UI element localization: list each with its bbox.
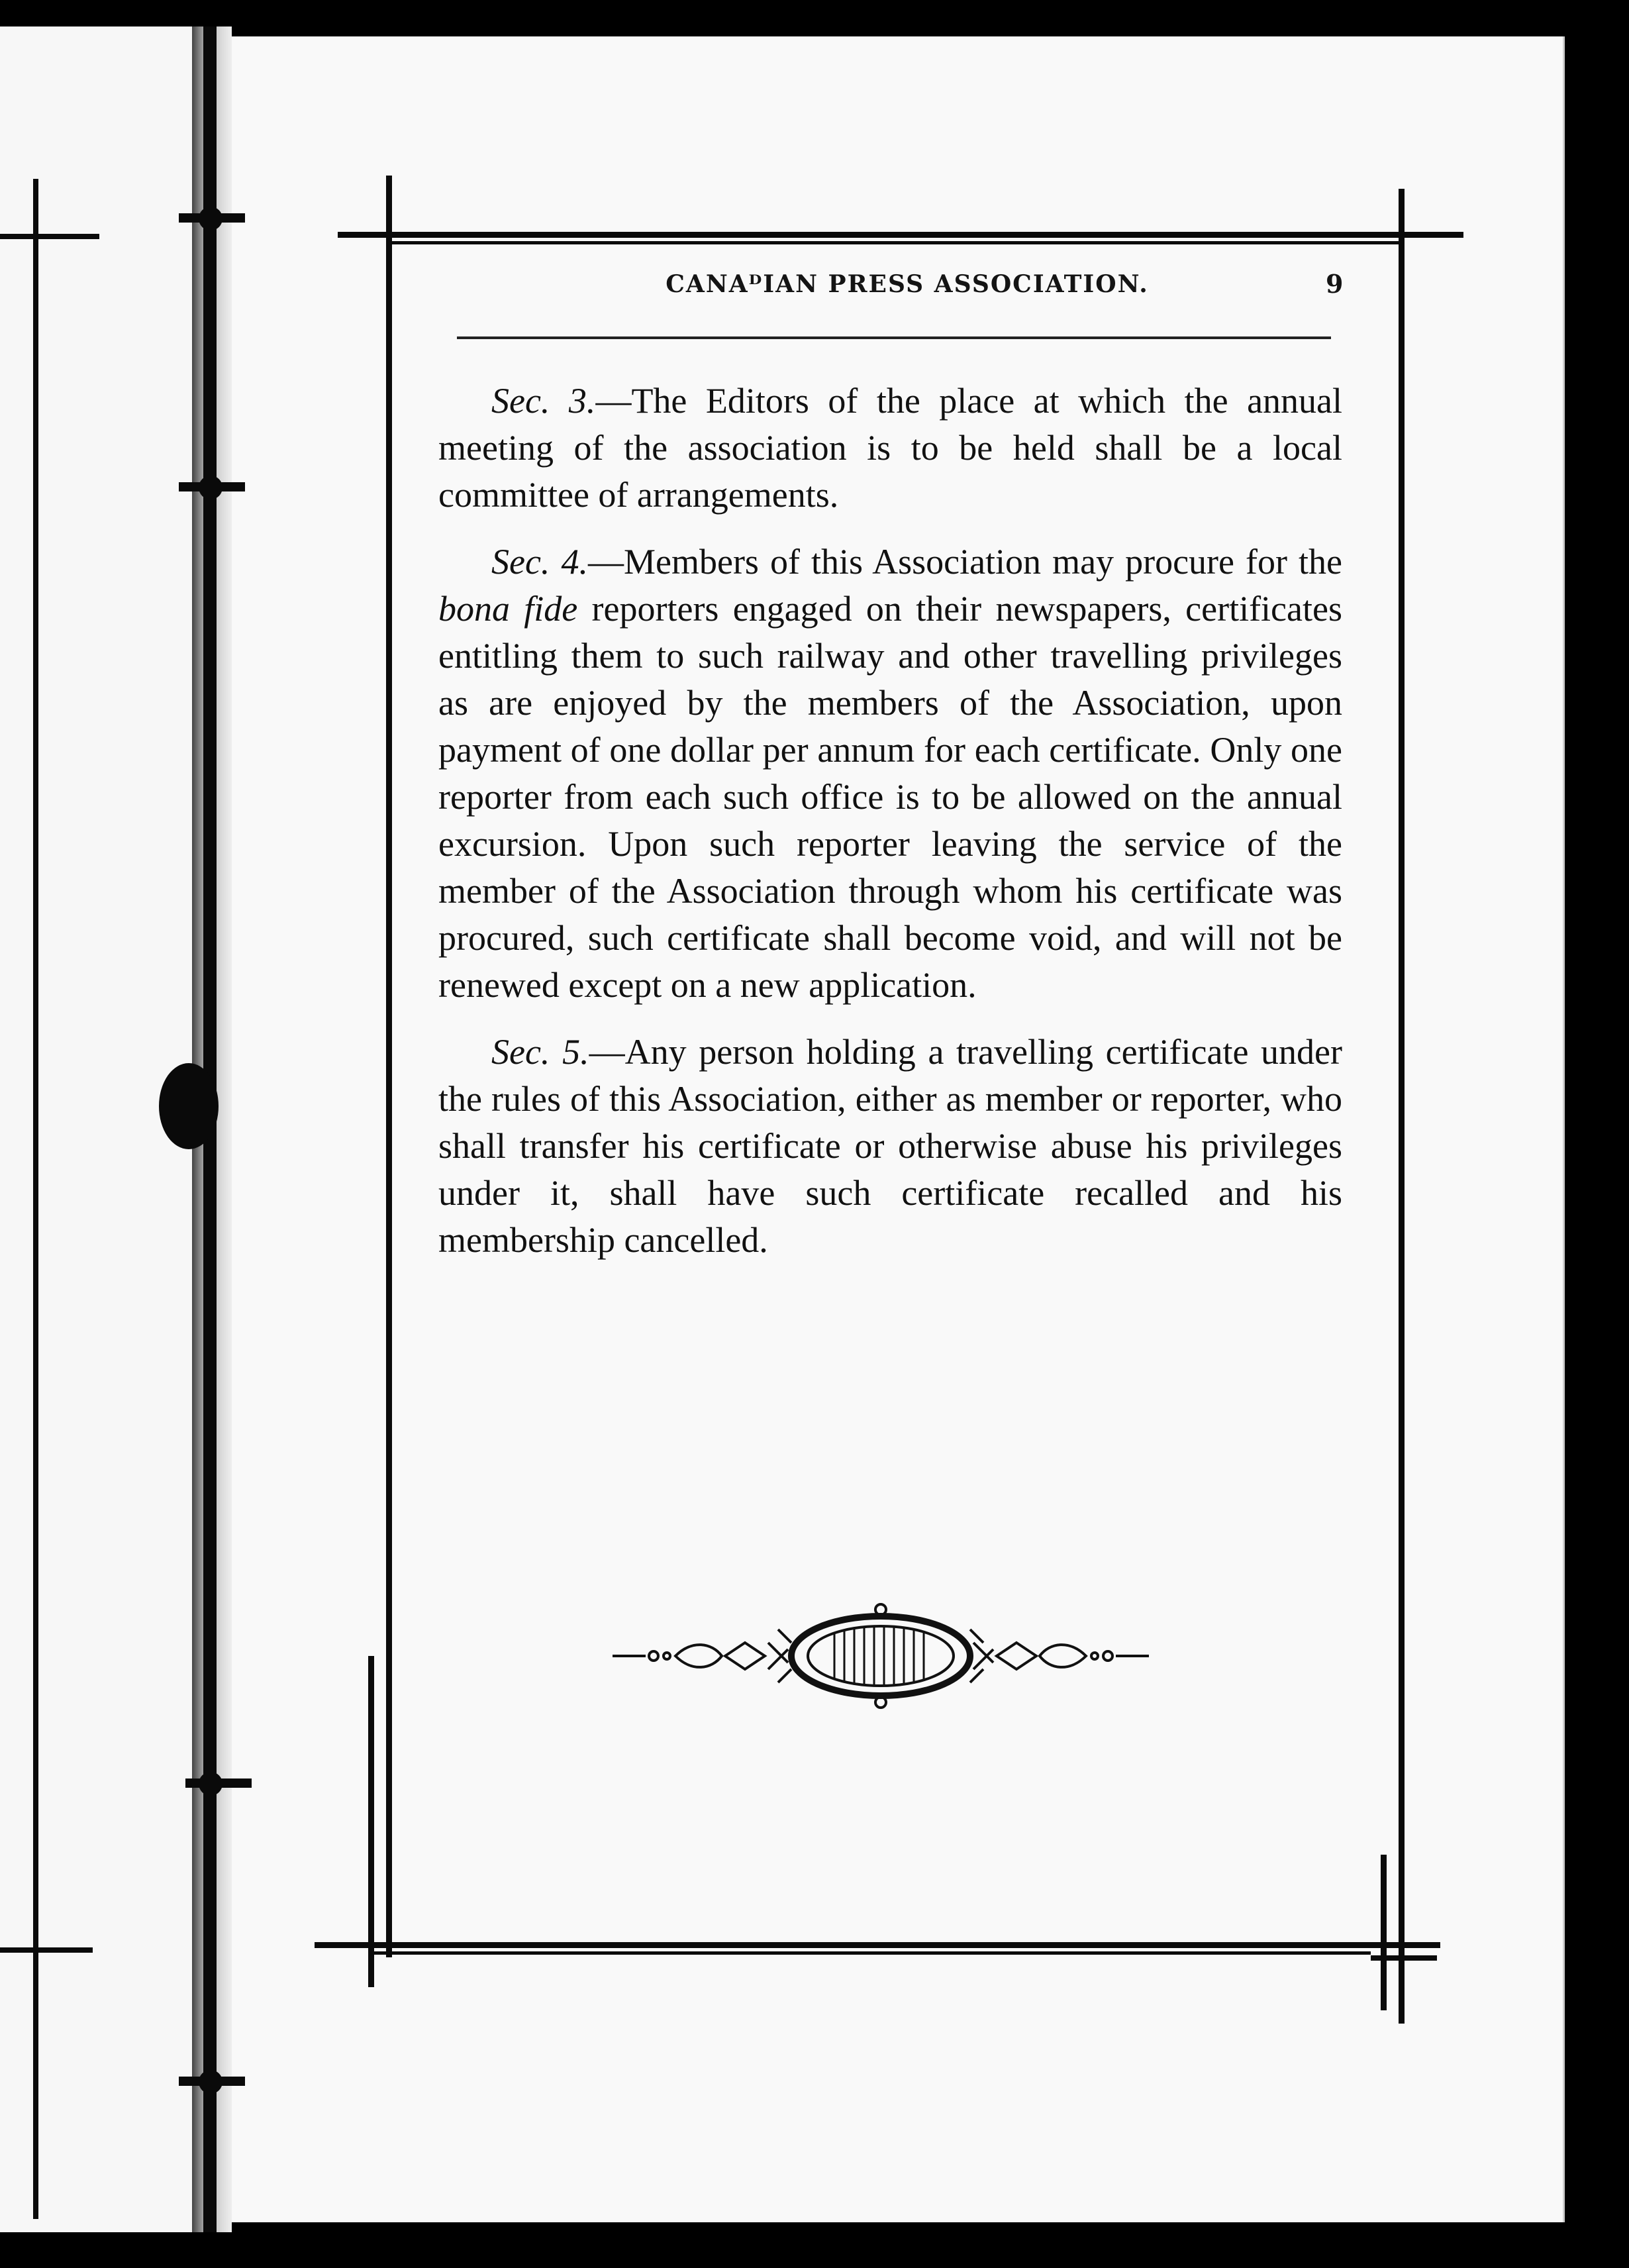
section-text: —Any person holding a travelling certificate under the rules of this Association, either as member or reporter, who shall transfer his certificate or otherwise abuse his privileges under it, shall have such certificate recalled and his membership cancelled. [438,1032,1342,1260]
frame-top-rule-inner [391,241,1404,244]
section-5-paragraph [438,1029,1342,1264]
section-label: Sec. 3. [491,381,596,421]
section-4-paragraph [438,539,1342,1009]
frame-right-rule [1399,189,1405,2024]
frame-top-rule-outer [338,232,1463,238]
running-head: CANAᴰIAN PRESS ASSOCIATION. [666,270,1149,298]
left-page-bottom-rule [0,1947,93,1953]
binding-knot [199,1772,222,1796]
section-3-paragraph [438,378,1342,519]
left-page-top-rule [0,234,99,239]
frame-right-rule-lower [1381,1855,1387,2010]
frame-bottom-rule-outer [315,1942,1440,1948]
italic-phrase: bona fide [438,589,578,629]
binding-knot [199,2070,222,2094]
binding-knot [199,476,222,499]
binding-knot [199,207,222,231]
binding-ink-blot [159,1063,219,1149]
section-text: reporters engaged on their newspapers, certificates entitling them to such railway and other travelling privileges as are enjoyed by the members of the Association, upon payment of one dollar per annum for each certificate. Only one reporter from each such office is to be allowed on the annual excursion. Upon such reporter leaving the service of the member of the Association through whom his certificate was procured, such certificate shall become void, and will not be renewed except on a new application. [438,589,1342,1005]
section-label: Sec. 4. [491,542,588,582]
header-rule [457,336,1331,339]
frame-left-rule-bottom [368,1656,374,1987]
section-label: Sec. 5. [491,1032,589,1072]
decorative-scroll-ornament [613,1603,1149,1709]
page-number: 9 [1326,269,1344,299]
frame-bottom-rule-inner [371,1951,1371,1955]
page-body [438,378,1342,1284]
section-text: —Members of this Association may procure for the [587,542,1342,582]
section-text: —The Editors of the place at which the annual meeting of the association is to be held shall be a local committee of arrangements. [438,381,1343,515]
frame-left-rule-top [386,176,392,1957]
left-page-vertical-rule [33,179,38,2219]
